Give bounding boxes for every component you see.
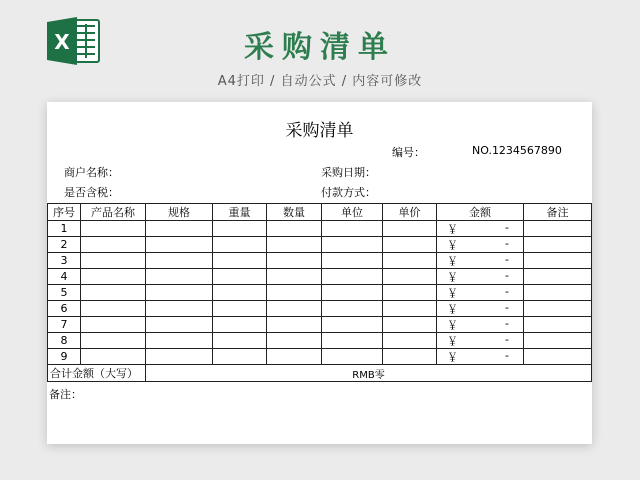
cell	[322, 317, 383, 333]
cell	[267, 285, 322, 301]
amount-value: -	[505, 333, 509, 346]
table-row	[48, 285, 592, 301]
table-row	[48, 253, 592, 269]
cell	[81, 221, 146, 237]
cell	[322, 333, 383, 349]
cell	[146, 253, 213, 269]
cell	[383, 317, 437, 333]
row-index: 6	[48, 301, 81, 317]
row-index: 3	[48, 253, 81, 269]
row-index: 8	[48, 333, 81, 349]
cell	[267, 317, 322, 333]
amount-cell	[437, 333, 524, 349]
amount-cell	[437, 221, 524, 237]
cell	[383, 333, 437, 349]
cell	[213, 317, 267, 333]
amount-cell	[437, 301, 524, 317]
cell	[383, 301, 437, 317]
table-header-row	[48, 204, 592, 221]
cell	[267, 333, 322, 349]
amount-value: -	[505, 237, 509, 250]
cell	[213, 301, 267, 317]
column-header: 产品名称	[81, 204, 146, 221]
cell	[524, 349, 592, 365]
purchase-date-label: 采购日期：	[321, 166, 376, 179]
cell	[322, 237, 383, 253]
yen-symbol: ￥	[447, 287, 458, 300]
cell	[81, 301, 146, 317]
table-row	[48, 333, 592, 349]
page-title: 采购清单	[244, 30, 396, 65]
cell	[267, 253, 322, 269]
column-header: 备注	[524, 204, 592, 221]
row-index: 7	[48, 317, 81, 333]
yen-symbol: ￥	[447, 319, 458, 332]
table-row	[48, 221, 592, 237]
spreadsheet-preview	[47, 102, 592, 444]
yen-symbol: ￥	[447, 223, 458, 236]
cell	[81, 237, 146, 253]
cell	[383, 253, 437, 269]
amount-cell	[437, 237, 524, 253]
cell	[213, 285, 267, 301]
cell	[146, 269, 213, 285]
remark-label: 备注：	[49, 388, 82, 401]
total-amount-label: 合计金额（大写）	[48, 365, 146, 382]
amount-value: -	[505, 253, 509, 266]
amount-cell	[437, 317, 524, 333]
cell	[322, 253, 383, 269]
cell	[322, 349, 383, 365]
tax-included-label: 是否含税：	[64, 186, 119, 199]
yen-symbol: ￥	[447, 255, 458, 268]
amount-cell	[437, 349, 524, 365]
row-index: 1	[48, 221, 81, 237]
amount-value: -	[505, 269, 509, 282]
merchant-name-label: 商户名称：	[64, 166, 119, 179]
table-row	[48, 301, 592, 317]
column-header: 数量	[267, 204, 322, 221]
payment-method-label: 付款方式：	[321, 186, 376, 199]
column-header: 重量	[213, 204, 267, 221]
cell	[383, 221, 437, 237]
column-header: 单位	[322, 204, 383, 221]
cell	[524, 333, 592, 349]
cell	[146, 317, 213, 333]
cell	[213, 221, 267, 237]
amount-cell	[437, 269, 524, 285]
row-index: 9	[48, 349, 81, 365]
cell	[267, 269, 322, 285]
amount-value: -	[505, 349, 509, 362]
cell	[322, 285, 383, 301]
cell	[213, 269, 267, 285]
cell	[146, 221, 213, 237]
cell	[383, 285, 437, 301]
cell	[524, 253, 592, 269]
cell	[146, 285, 213, 301]
excel-logo-letter: X	[54, 30, 70, 54]
yen-symbol: ￥	[447, 351, 458, 364]
cell	[524, 285, 592, 301]
cell	[383, 237, 437, 253]
purchase-table	[47, 203, 592, 382]
amount-value: -	[505, 285, 509, 298]
amount-value: -	[505, 317, 509, 330]
cell	[213, 333, 267, 349]
cell	[524, 221, 592, 237]
cell	[81, 253, 146, 269]
table-row	[48, 349, 592, 365]
cell	[146, 237, 213, 253]
table-row	[48, 317, 592, 333]
total-amount-value: RMB零	[146, 365, 592, 382]
cell	[146, 333, 213, 349]
row-index: 2	[48, 237, 81, 253]
amount-cell	[437, 285, 524, 301]
cell	[213, 237, 267, 253]
cell	[146, 349, 213, 365]
cell	[524, 269, 592, 285]
cell	[322, 301, 383, 317]
page-subtitle: A4打印 / 自动公式 / 内容可修改	[217, 74, 423, 89]
table-row	[48, 269, 592, 285]
cell	[146, 301, 213, 317]
row-index: 5	[48, 285, 81, 301]
cell	[213, 349, 267, 365]
cell	[81, 285, 146, 301]
cell	[383, 349, 437, 365]
yen-symbol: ￥	[447, 239, 458, 252]
cell	[81, 269, 146, 285]
table-row	[48, 237, 592, 253]
column-header: 序号	[48, 204, 81, 221]
amount-value: -	[505, 221, 509, 234]
yen-symbol: ￥	[447, 271, 458, 284]
cell	[524, 237, 592, 253]
cell	[524, 301, 592, 317]
cell	[267, 237, 322, 253]
cell	[81, 317, 146, 333]
cell	[322, 269, 383, 285]
cell	[267, 221, 322, 237]
column-header: 单价	[383, 204, 437, 221]
cell	[524, 317, 592, 333]
column-header: 金额	[437, 204, 524, 221]
total-row	[48, 365, 592, 382]
cell	[213, 253, 267, 269]
amount-value: -	[505, 301, 509, 314]
cell	[267, 349, 322, 365]
number-label: 编号：	[392, 146, 425, 159]
sheet-title: 采购清单	[285, 121, 354, 141]
number-value: NO.1234567890	[472, 144, 562, 157]
cell	[267, 301, 322, 317]
cell	[322, 221, 383, 237]
yen-symbol: ￥	[447, 303, 458, 316]
cell	[81, 349, 146, 365]
row-index: 4	[48, 269, 81, 285]
cell	[383, 269, 437, 285]
amount-cell	[437, 253, 524, 269]
cell	[81, 333, 146, 349]
yen-symbol: ￥	[447, 335, 458, 348]
column-header: 规格	[146, 204, 213, 221]
